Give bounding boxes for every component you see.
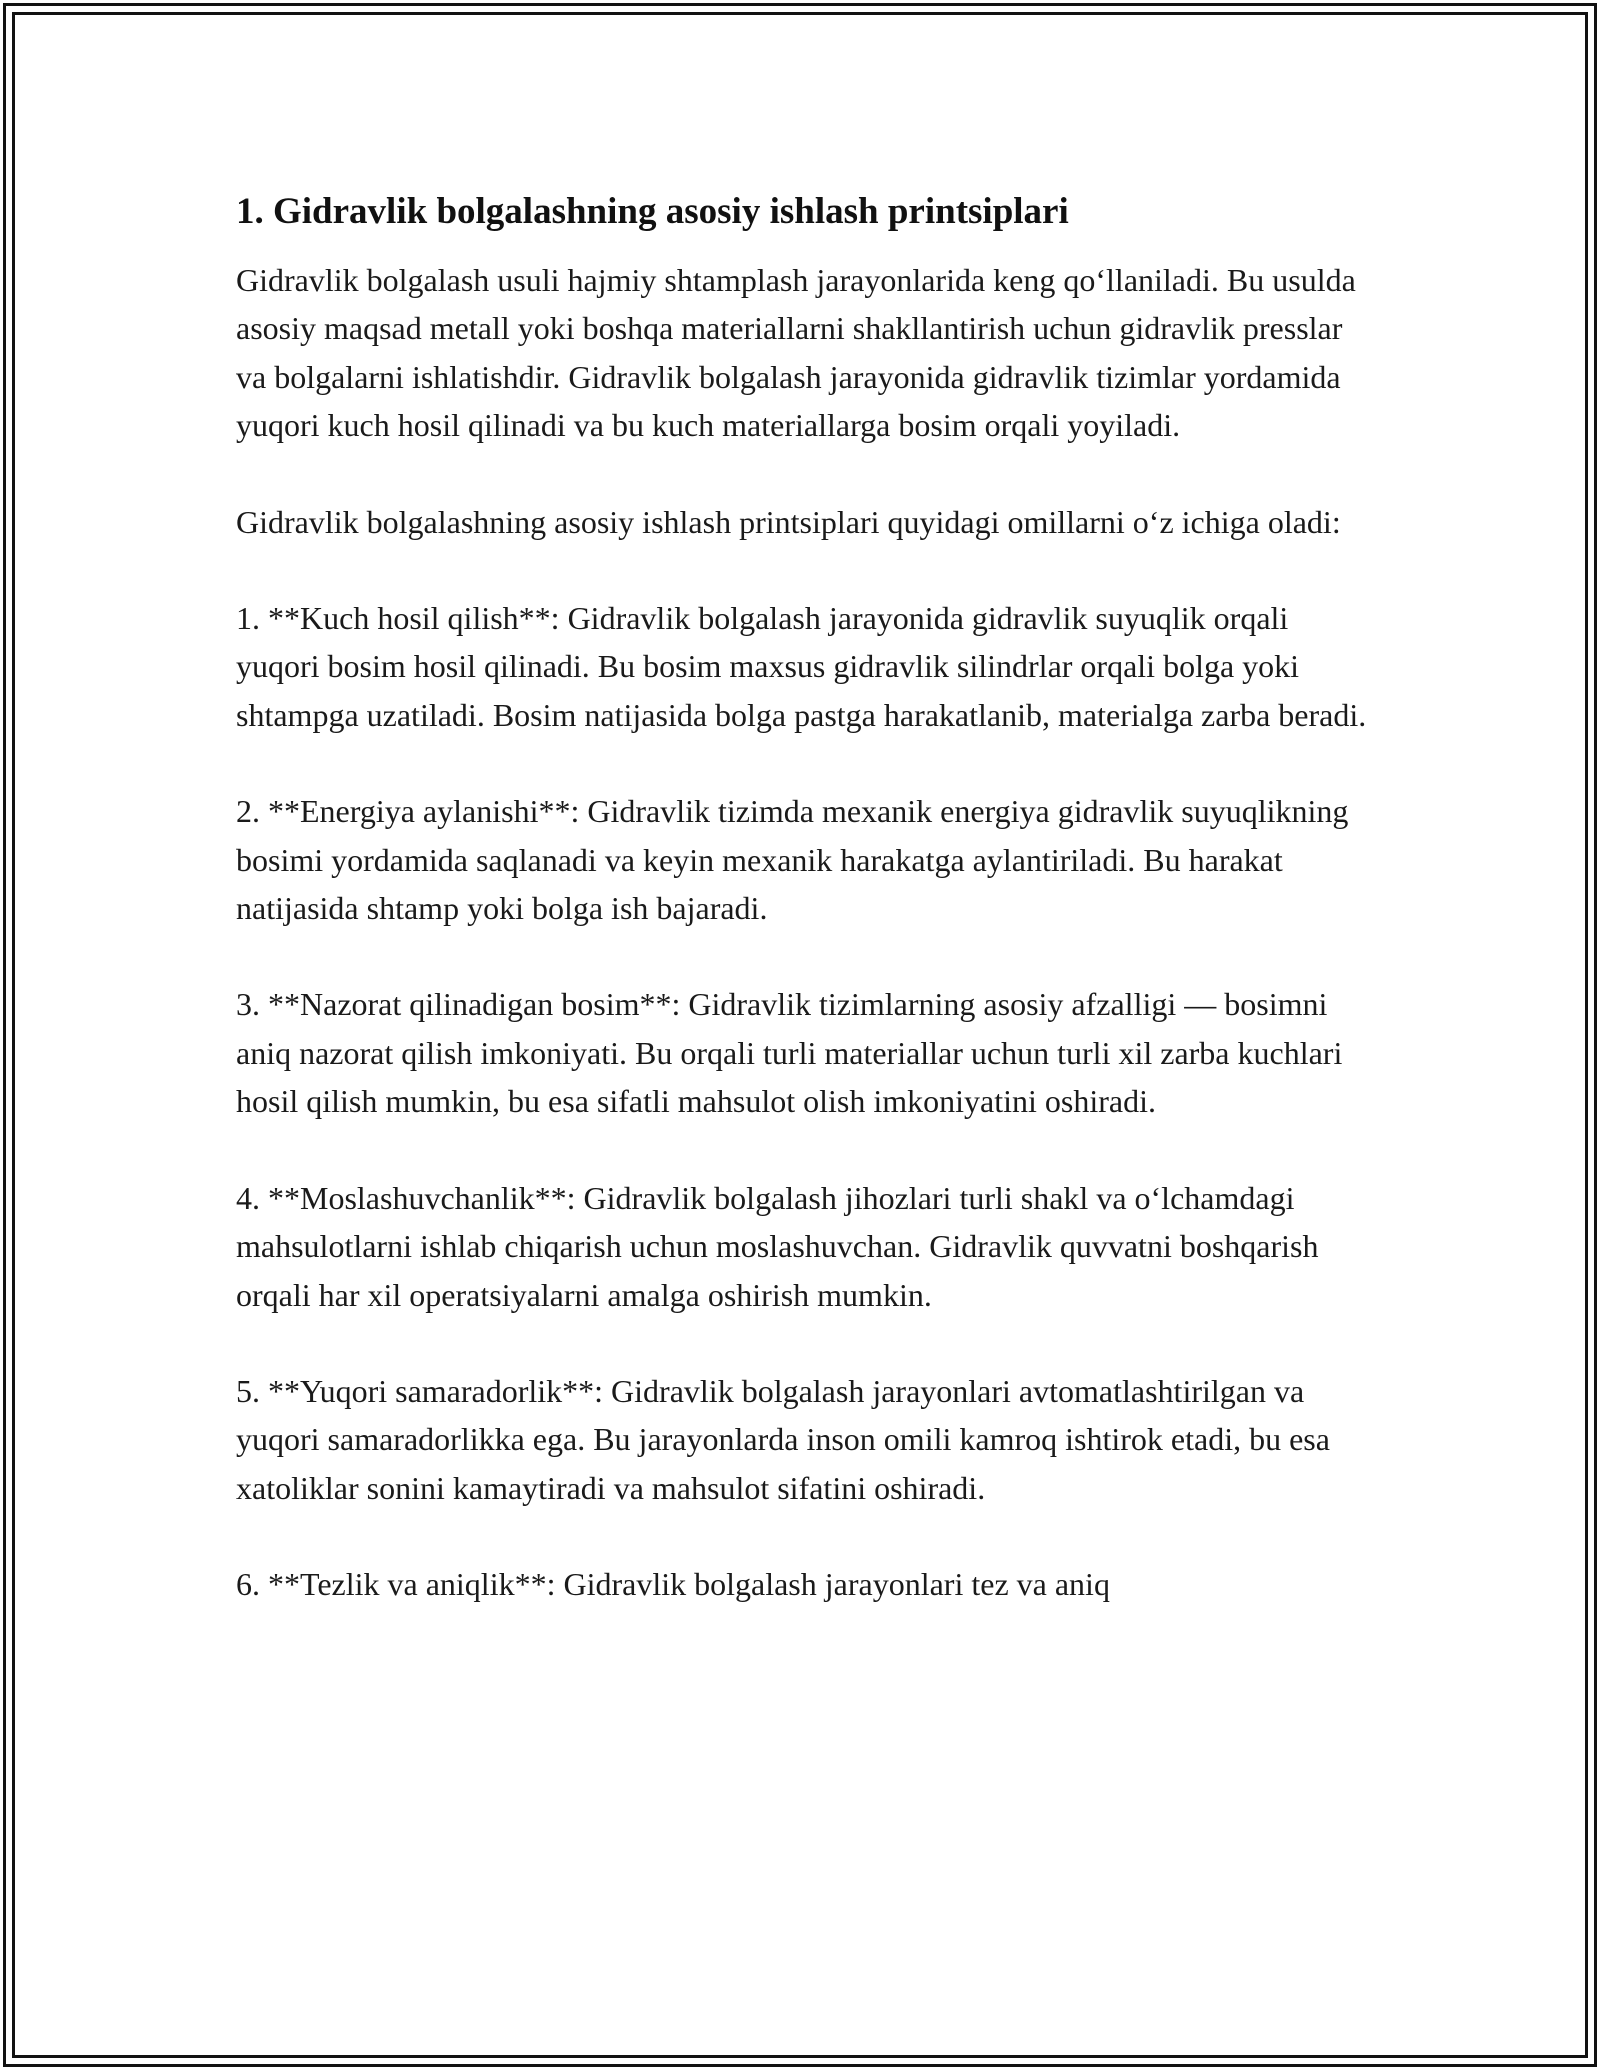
paragraph-item-3: 3. **Nazorat qilinadigan bosim**: Gidravlik tizimlarning asosiy afzalligi — bosimni aniq nazorat qilish imkoniyati. Bu orqali turli materiallar uchun turli xil zarba kuchlari hosil qilish mumkin, bu esa sifatli mahsulot olish imkoniyatini oshiradi.	[236, 986, 1343, 1120]
section-heading: 1. Gidravlik bolgalashning asosiy ishlash printsiplari	[236, 191, 1069, 232]
paragraph-principles-lead: Gidravlik bolgalashning asosiy ishlash printsiplari quyidagi omillarni o‘z ichiga oladi:	[236, 503, 1341, 540]
paragraph-item-4: 4. **Moslashuvchanlik**: Gidravlik bolgalash jihozlari turli shakl va o‘lchamdagi mahsulotlarni ishlab chiqarish uchun moslashuvchan. Gidravlik quvvatni boshqarish orqali har xil operatsiyalarni amalga oshirish mumkin.	[236, 1179, 1319, 1313]
document-body	[236, 188, 1376, 1657]
paragraph-item-6: 6. **Tezlik va aniqlik**: Gidravlik bolgalash jarayonlari tez va aniq	[236, 1566, 1110, 1603]
paragraph-item-2: 2. **Energiya aylanishi**: Gidravlik tizimda mexanik energiya gidravlik suyuqlikning bosimi yordamida saqlanadi va keyin mexanik harakatga aylantiriladi. Bu harakat natijasida shtamp yoki bolga ish bajaradi.	[236, 793, 1349, 927]
paragraph-intro: Gidravlik bolgalash usuli hajmiy shtamplash jarayonlarida keng qo‘llaniladi. Bu usulda asosiy maqsad metall yoki boshqa materiallarni shakllantirish uchun gidravlik presslar va bolgalarni ishlatishdir. Gidravlik bolgalash jarayonida gidravlik tizimlar yordamida yuqori kuch hosil qilinadi va bu kuch materiallarga bosim orqali yoyiladi.	[236, 262, 1356, 444]
paragraph-item-1: 1. **Kuch hosil qilish**: Gidravlik bolgalash jarayonida gidravlik suyuqlik orqali yuqori bosim hosil qilinadi. Bu bosim maxsus gidravlik silindrlar orqali bolga yoki shtampga uzatiladi. Bosim natijasida bolga pastga harakatlanib, materialga zarba beradi.	[236, 600, 1367, 733]
paragraph-item-5: 5. **Yuqori samaradorlik**: Gidravlik bolgalash jarayonlari avtomatlashtirilgan va yuqori samaradorlikka ega. Bu jarayonlarda inson omili kamroq ishtirok etadi, bu esa xatoliklar sonini kamaytiradi va mahsulot sifatini oshiradi.	[236, 1372, 1330, 1506]
